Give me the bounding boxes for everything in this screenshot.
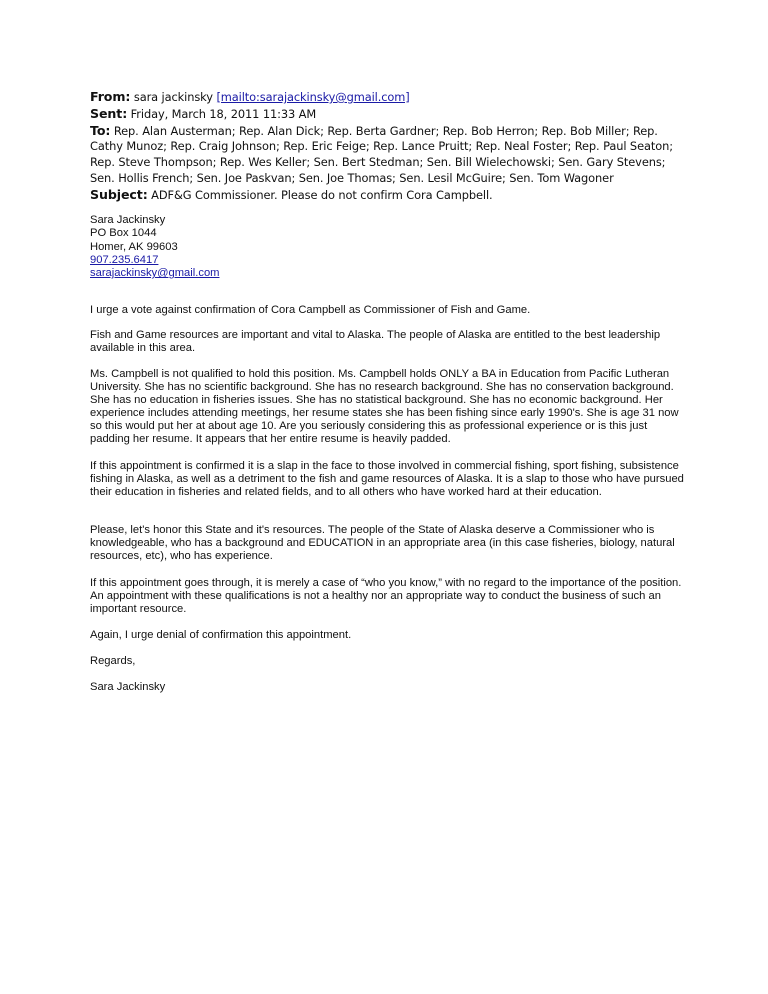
- body-paragraph-3: Ms. Campbell is not qualified to hold this position. Ms. Campbell holds ONLY a BA in Education from Pacific Lutheran University. She has no scientific background. She has no research background. She has no conservation background. She has no education in fisheries issues. She has no statistical background. She has no economic background. Her experience includes attending meetings, her resume states she has been fishing since early 1990's. She is age 31 now so this would put her at about age 10. Are you seriously considering this as professional experience or is this just padding her resume. It appears that her entire resume is heavily padded.: [90, 368, 679, 446]
- sender-city: Homer, AK 99603: [90, 240, 178, 253]
- to-row: [90, 123, 680, 187]
- email-header: [90, 89, 680, 204]
- signoff-name: Sara Jackinsky: [90, 681, 166, 693]
- to-label: To:: [90, 122, 111, 138]
- sender-po-box: PO Box 1044: [90, 227, 157, 240]
- from-mailto-link[interactable]: [mailto:sarajackinsky@gmail.com]: [216, 90, 410, 104]
- sender-name: Sara Jackinsky: [90, 214, 166, 226]
- body-paragraph-1: I urge a vote against confirmation of Cora Campbell as Commissioner of Fish and Game.: [90, 304, 531, 316]
- sender-phone-link[interactable]: 907.235.6417: [90, 253, 159, 266]
- sender-address-block: [90, 214, 490, 280]
- sent-value: Friday, March 18, 2011 11:33 AM: [130, 106, 317, 121]
- body-paragraph-2: Fish and Game resources are important and vital to Alaska. The people of Alaska are entitled to the best leadership available in this area.: [90, 329, 661, 355]
- from-label: From:: [90, 89, 131, 104]
- closing-line: Regards,: [90, 655, 136, 667]
- subject-value: ADF&G Commissioner. Please do not confirm Cora Campbell.: [151, 187, 493, 202]
- body-paragraph-6: If this appointment goes through, it is merely a case of “who you know,” with no regard to the importance of the position. An appointment with these qualifications is not a healthy nor an appropriate way to conduct the business of such an important resource.: [90, 577, 682, 616]
- to-recipients: Rep. Alan Austerman; Rep. Alan Dick; Rep. Berta Gardner; Rep. Bob Herron; Rep. Bob Miller; Rep. Cathy Munoz; Rep. Craig Johnson; Rep. Eric Feige; Rep. Lance Pruitt; Rep. Neal Foster; Rep. Paul Seaton; Rep. Steve Thompson; Rep. Wes Keller; Sen. Bert Stedman; Sen. Bill Wielechowski; Sen. Gary Stevens; Sen. Hollis French; Sen. Joe Paskvan; Sen. Joe Thomas; Sen. Lesil McGuire; Sen. Tom Wagoner: [90, 123, 673, 185]
- sent-label: Sent:: [90, 105, 128, 121]
- body-paragraph-4: If this appointment is confirmed it is a slap in the face to those involved in commercial fishing, sport fishing, subsistence fishing in Alaska, as well as a detriment to the fish and game resources of Alaska. It is a slap to those who have pursued their education in fisheries and related fields, and to all others who have worked hard at their education.: [90, 460, 684, 499]
- from-name: sara jackinsky: [133, 90, 213, 104]
- from-row: [90, 89, 680, 106]
- sender-email-link[interactable]: sarajackinsky@gmail.com: [90, 267, 220, 280]
- body-paragraph-5: Please, let's honor this State and it's resources. The people of the State of Alaska deserve a Commissioner who is knowledgeable, who has a background and EDUCATION in an appropriate area (in this case fisheries, biology, natural resources, etc), who has experience.: [90, 524, 675, 563]
- subject-row: [90, 187, 680, 204]
- body-paragraph-7: Again, I urge denial of confirmation this appointment.: [90, 629, 352, 641]
- subject-label: Subject:: [90, 186, 148, 202]
- sent-row: [90, 106, 680, 123]
